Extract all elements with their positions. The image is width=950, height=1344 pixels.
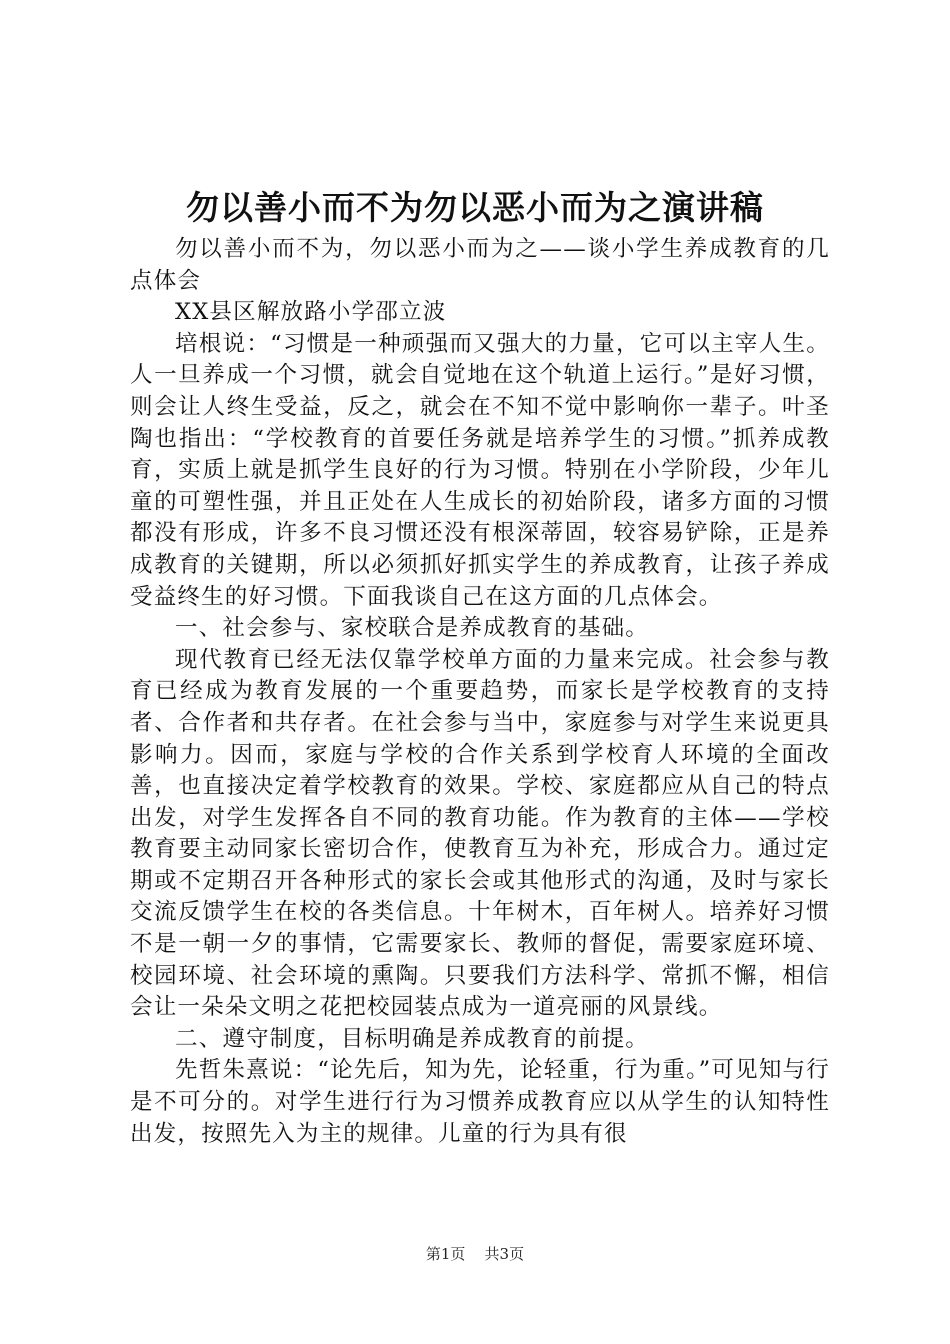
section-1-paragraph: 现代教育已经无法仅靠学校单方面的力量来完成。社会参与教育已经成为教育发展的一个重要趋势，而家长是学校教育的支持者、合作者和共存者。在社会参与当中，家庭参与对学生来说更具影响力。因而，家庭与学校的合作关系到学校育人环境的全面改善，也直接决定着学校教育的效果。学校、家庭都应从自己的特点出发，对学生发挥各自不同的教育功能。作为教育的主体——学校教育要主动同家长密切合作，使教育互为补充，形成合力。通过定期或不定期召开各种形式的家长会或其他形式的沟通，及时与家长交流反馈学生在校的各类信息。十年树木，百年树人。培养好习惯不是一朝一夕的事情，它需要家长、教师的督促，需要家庭环境、校园环境、社会环境的熏陶。只要我们方法科学、常抓不懈，相信会让一朵朵文明之花把校园装点成为一道亮丽的风景线。	[130, 646, 830, 1021]
subtitle-paragraph: 勿以善小而不为，勿以恶小而为之——谈小学生养成教育的几点体会	[130, 236, 830, 294]
document-body	[130, 234, 830, 1150]
page-footer	[0, 1244, 950, 1264]
page-spacer	[470, 1245, 480, 1263]
intro-paragraph: 培根说：“习惯是一种顽强而又强大的力量，它可以主宰人生。人一旦养成一个习惯，就会自觉地在这个轨道上运行。”是好习惯，则会让人终生受益，反之，就会在不知不觉中影响你一辈子。叶圣陶也指出：“学校教育的首要任务就是培养学生的习惯。”抓养成教育，实质上就是抓学生良好的行为习惯。特别在小学阶段，少年儿童的可塑性强，并且正处在人生成长的初始阶段，诸多方面的习惯都没有形成，许多不良习惯还没有根深蒂固，较容易铲除，正是养成教育的关键期，所以必须抓好抓实学生的养成教育，让孩子养成受益终生的好习惯。下面我谈自己在这方面的几点体会。	[130, 330, 830, 610]
section-2-paragraph: 先哲朱熹说：“论先后，知为先，论轻重，行为重。”可见知与行是不可分的。对学生进行行为习惯养成教育应以从学生的认知特性出发，按照先入为主的规律。儿童的行为具有很	[130, 1057, 830, 1147]
section-heading-1: 一、社会参与、家校联合是养成教育的基础。	[175, 615, 650, 642]
page-number: 第1页	[425, 1245, 466, 1263]
section-heading-2: 二、遵守制度，目标明确是养成教育的前提。	[175, 1025, 650, 1052]
document-title: 勿以善小而不为勿以恶小而为之演讲稿	[186, 188, 764, 227]
page-total: 共3页	[484, 1245, 525, 1263]
author-line: XX县区解放路小学邵立波	[175, 299, 447, 326]
